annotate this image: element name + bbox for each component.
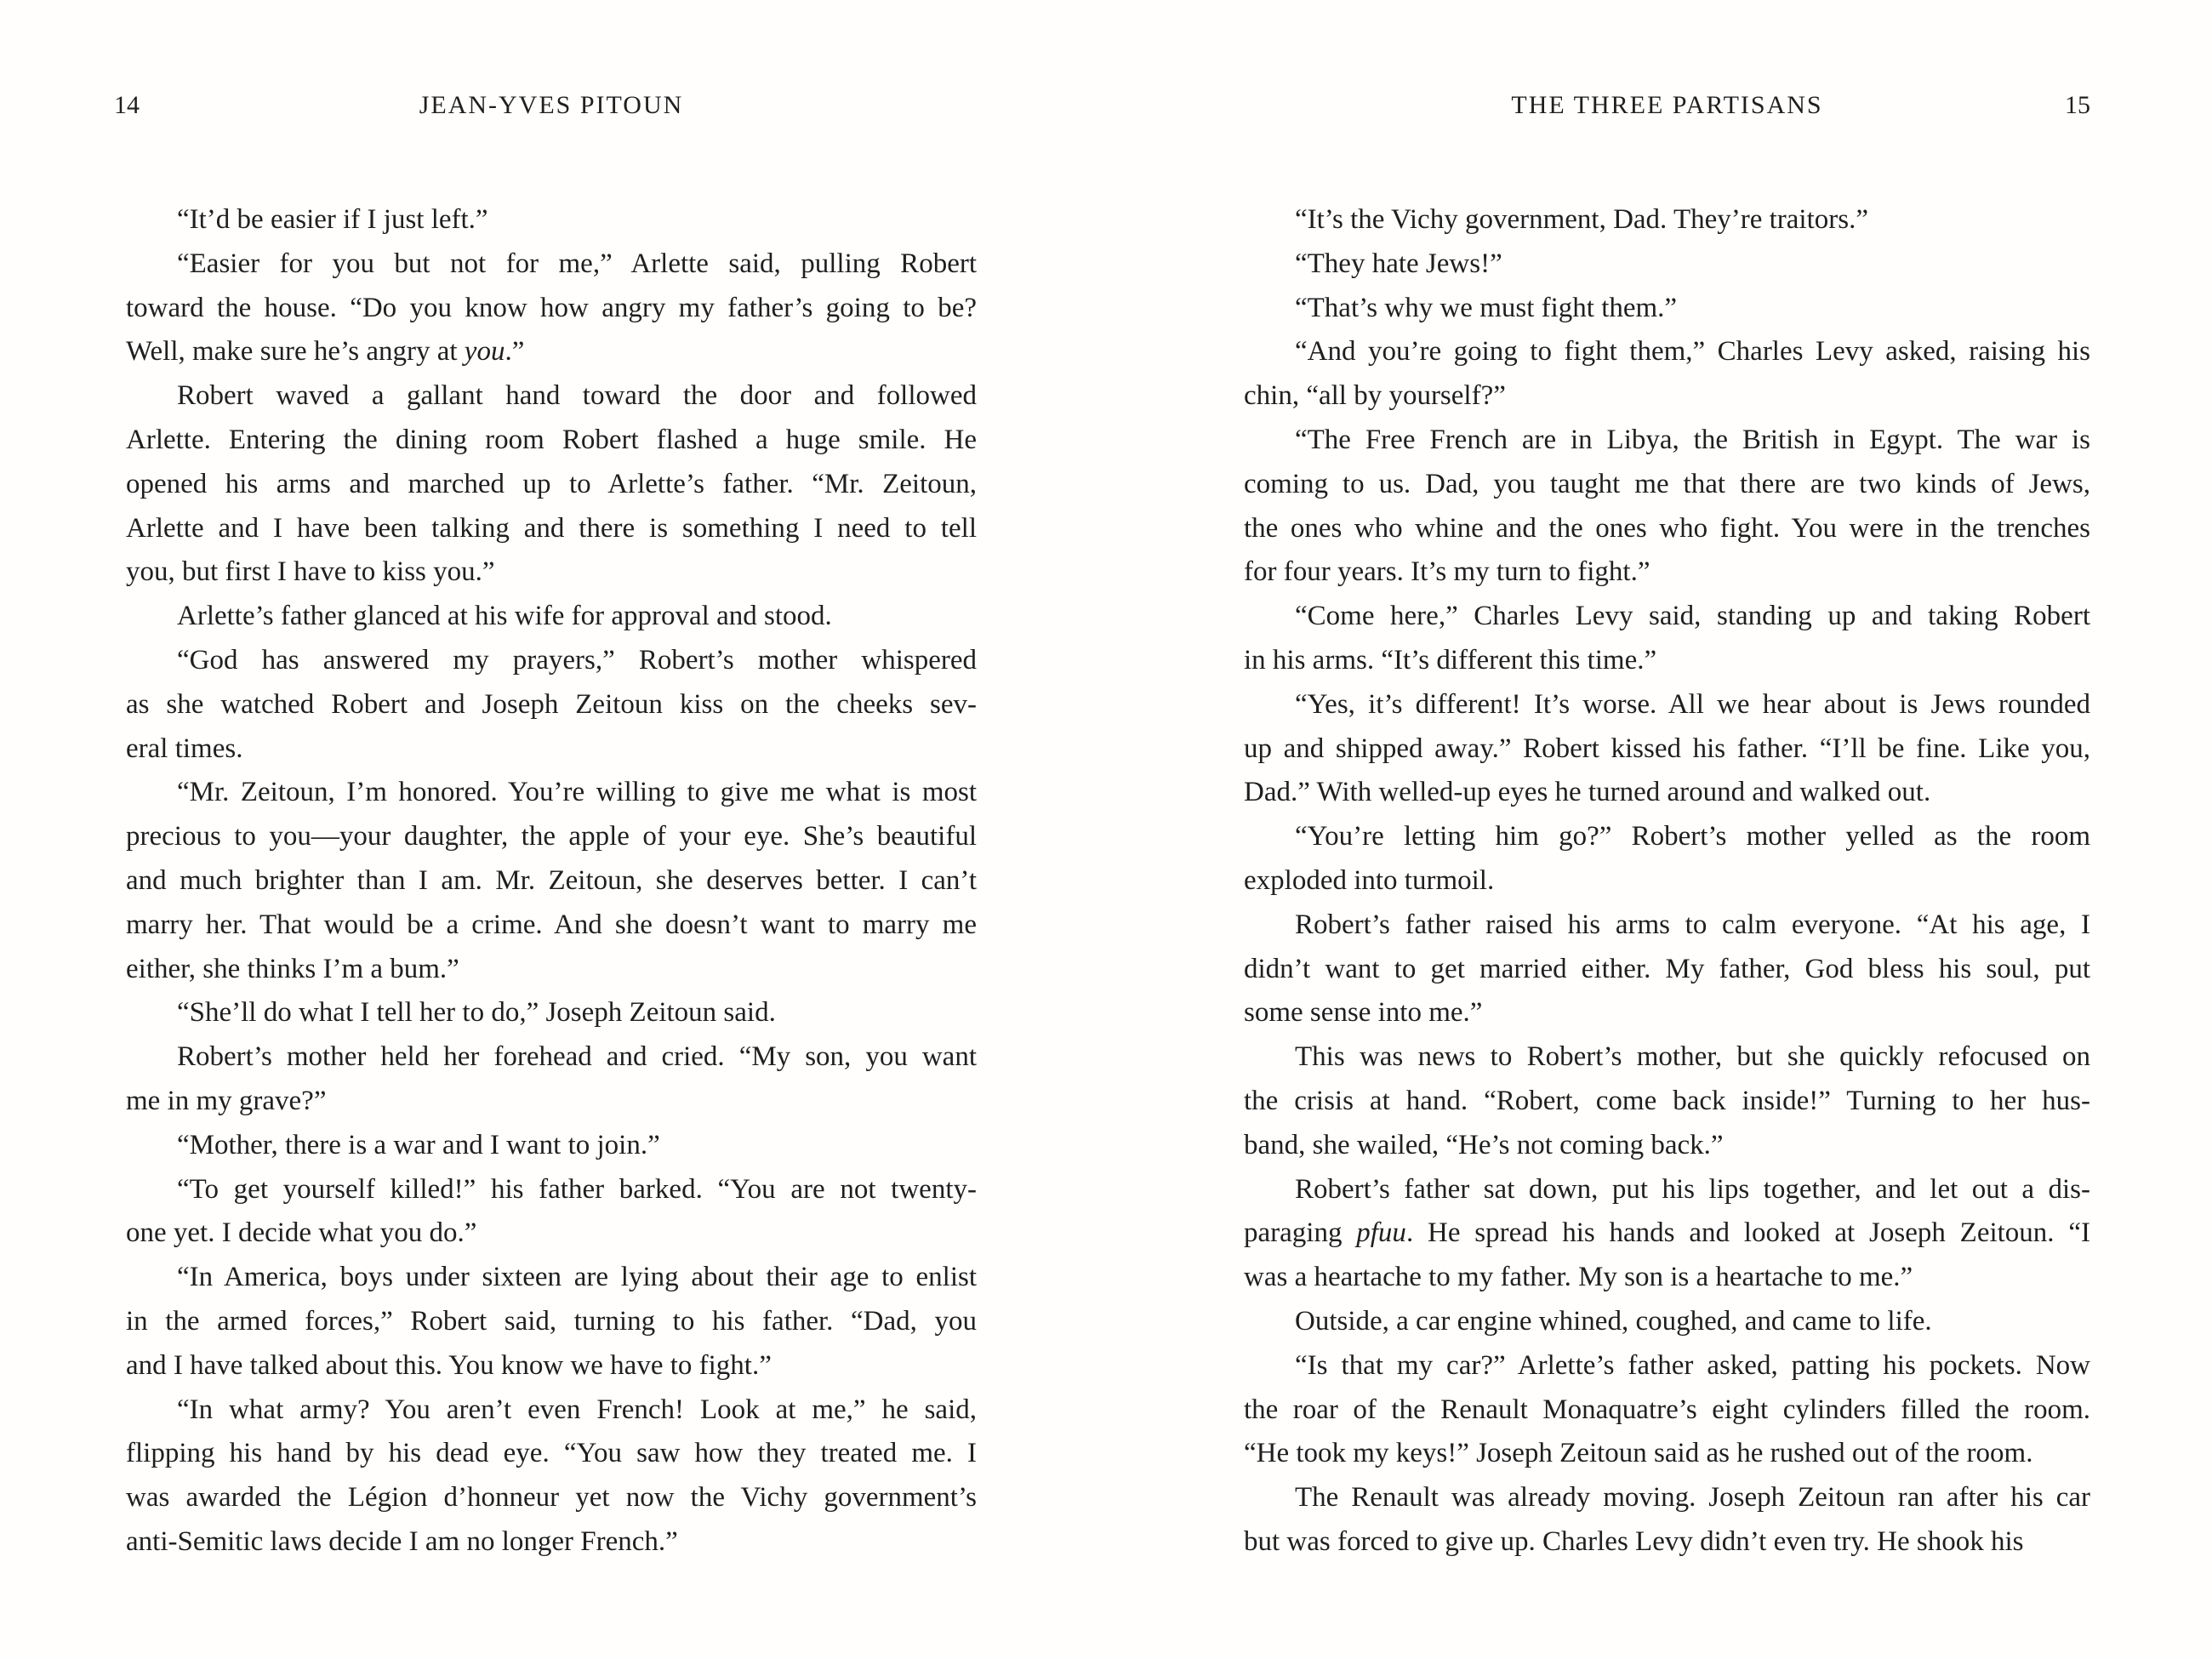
text-line: toward the house. “Do you know how angry my father’s going to be? xyxy=(126,292,977,323)
text-line: eral times. xyxy=(126,733,243,764)
text-line: for four years. It’s my turn to fight.” xyxy=(1244,556,1650,588)
text-line: “To get yourself killed!” his father barked. “You are not twenty- xyxy=(177,1173,977,1205)
text-line: was a heartache to my father. My son is a heartache to me.” xyxy=(1244,1262,1913,1293)
text-line: up and shipped away.” Robert kissed his father. “I’ll be fine. Like you, xyxy=(1244,733,2090,764)
text-line: you, but first I have to kiss you.” xyxy=(126,556,495,588)
text-line: Arlette and I have been talking and there is something I need to tell xyxy=(126,512,977,544)
text-line: and I have talked about this. You know we have to fight.” xyxy=(126,1349,772,1381)
page-number-right: 15 xyxy=(2065,91,2090,119)
text-line: chin, “all by yourself?” xyxy=(1244,380,1506,412)
text-line: “It’s the Vichy government, Dad. They’re traitors.” xyxy=(1295,204,1869,235)
text-line: marry her. That would be a crime. And she doesn’t want to marry me xyxy=(126,909,977,940)
text-line: Robert’s father raised his arms to calm everyone. “At his age, I xyxy=(1295,909,2090,940)
text-line: coming to us. Dad, you taught me that there are two kinds of Jews, xyxy=(1244,468,2090,499)
text-line: Arlette. Entering the dining room Robert flashed a huge smile. He xyxy=(126,424,977,455)
text-line: in the armed forces,” Robert said, turning to his father. “Dad, you xyxy=(126,1305,977,1337)
text-line: “It’d be easier if I just left.” xyxy=(177,204,488,235)
text-line: in his arms. “It’s different this time.” xyxy=(1244,644,1657,676)
body-text-right xyxy=(1244,198,2090,1565)
text-line: precious to you—your daughter, the apple of your eye. She’s beautiful xyxy=(126,821,977,852)
running-head-title: THE THREE PARTISANS xyxy=(1511,91,1823,119)
text-line: exploded into turmoil. xyxy=(1244,864,1495,896)
text-line: opened his arms and marched up to Arlette’s father. “Mr. Zeitoun, xyxy=(126,468,977,499)
text-line: some sense into me.” xyxy=(1244,997,1483,1029)
text-line: either, she thinks I’m a bum.” xyxy=(126,953,459,984)
text-line: “God has answered my prayers,” Robert’s mother whispered xyxy=(177,644,977,676)
text-line: the ones who whine and the ones who fight. You were in the trenches xyxy=(1244,512,2090,544)
page-header-left xyxy=(114,88,977,123)
text-line: “And you’re going to fight them,” Charles Levy asked, raising his xyxy=(1295,336,2090,368)
text-line: “You’re letting him go?” Robert’s mother yelled as the room xyxy=(1295,821,2090,852)
text-line: “He took my keys!” Joseph Zeitoun said as he rushed out of the room. xyxy=(1244,1438,2033,1469)
body-text-left xyxy=(126,198,977,1565)
text-line: Robert’s father sat down, put his lips together, and let out a dis- xyxy=(1295,1173,2090,1205)
page-right xyxy=(1244,0,2090,1659)
text-line: me in my grave?” xyxy=(126,1085,327,1116)
text-line: “In America, boys under sixteen are lying about their age to enlist xyxy=(177,1262,977,1293)
text-line: “Easier for you but not for me,” Arlette said, pulling Robert xyxy=(177,248,977,279)
text-line: the crisis at hand. “Robert, come back inside!” Turning to her hus- xyxy=(1244,1085,2090,1116)
text-line: was awarded the Légion d’honneur yet now the Vichy government’s xyxy=(126,1482,977,1514)
text-line: didn’t want to get married either. My father, God bless his soul, put xyxy=(1244,953,2090,984)
running-head-author: JEAN-YVES PITOUN xyxy=(419,91,684,119)
text-line: Arlette’s father glanced at his wife for approval and stood. xyxy=(177,601,832,632)
text-line: Robert waved a gallant hand toward the door and followed xyxy=(177,380,977,412)
text-line: band, she wailed, “He’s not coming back.” xyxy=(1244,1129,1724,1160)
text-line: “Mother, there is a war and I want to join.” xyxy=(177,1129,660,1160)
page-header-right xyxy=(1244,88,2090,123)
text-line: and much brighter than I am. Mr. Zeitoun, she deserves better. I can’t xyxy=(126,864,977,896)
text-line: “Yes, it’s different! It’s worse. All we hear about is Jews rounded xyxy=(1295,688,2090,720)
text-line: The Renault was already moving. Joseph Zeitoun ran after his car xyxy=(1295,1482,2090,1514)
text-line: This was news to Robert’s mother, but she quickly refocused on xyxy=(1295,1041,2090,1073)
text-line: Robert’s mother held her forehead and cried. “My son, you want xyxy=(177,1041,977,1073)
text-line: “Mr. Zeitoun, I’m honored. You’re willing to give me what is most xyxy=(177,777,977,808)
text-line: one yet. I decide what you do.” xyxy=(126,1217,477,1249)
text-line: Dad.” With welled-up eyes he turned around and walked out. xyxy=(1244,777,1931,808)
text-line: “They hate Jews!” xyxy=(1295,248,1502,279)
page-number-left: 14 xyxy=(114,91,140,119)
text-line: Well, make sure he’s angry at you.” xyxy=(126,336,525,368)
text-line: “She’ll do what I tell her to do,” Joseph Zeitoun said. xyxy=(177,997,776,1029)
page-left xyxy=(114,0,977,1659)
text-line: “Come here,” Charles Levy said, standing up and taking Robert xyxy=(1295,601,2090,632)
text-line: “In what army? You aren’t even French! Look at me,” he said, xyxy=(177,1394,977,1425)
text-line: “The Free French are in Libya, the British in Egypt. The war is xyxy=(1295,424,2090,455)
text-line: “That’s why we must fight them.” xyxy=(1295,292,1678,323)
text-line: paraging pfuu. He spread his hands and looked at Joseph Zeitoun. “I xyxy=(1244,1217,2090,1249)
text-line: “Is that my car?” Arlette’s father asked, patting his pockets. Now xyxy=(1295,1349,2090,1381)
text-line: as she watched Robert and Joseph Zeitoun kiss on the cheeks sev- xyxy=(126,688,977,720)
text-line: anti-Semitic laws decide I am no longer French.” xyxy=(126,1525,678,1557)
text-line: Outside, a car engine whined, coughed, and came to life. xyxy=(1295,1305,1932,1337)
text-line: but was forced to give up. Charles Levy didn’t even try. He shook his xyxy=(1244,1525,2024,1557)
text-line: flipping his hand by his dead eye. “You saw how they treated me. I xyxy=(126,1438,977,1469)
text-line: the roar of the Renault Monaquatre’s eight cylinders filled the room. xyxy=(1244,1394,2090,1425)
